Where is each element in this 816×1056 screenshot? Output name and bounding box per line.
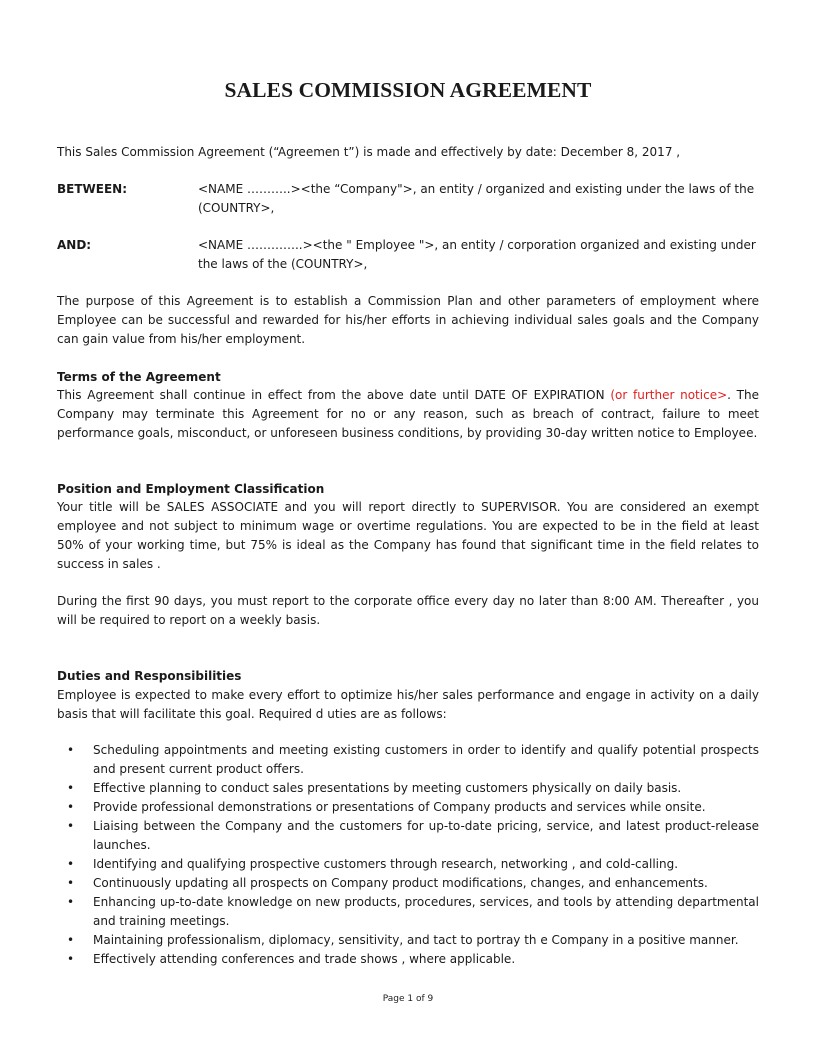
bullet-icon: • bbox=[67, 952, 75, 966]
list-item bbox=[57, 950, 759, 969]
bullet-icon: • bbox=[67, 876, 75, 890]
between-text: <NAME ………..><the “Company">, an entity / organized and existing under the laws of the (COUNTRY>, bbox=[198, 182, 755, 215]
duties-heading: Duties and Responsibilities bbox=[57, 669, 242, 683]
bullet-icon: • bbox=[67, 800, 75, 814]
duties-list bbox=[57, 741, 759, 969]
list-item-text: Effective planning to conduct sales presentations by meeting customers physically on daily basis. bbox=[93, 781, 682, 795]
bullet-icon: • bbox=[67, 933, 75, 947]
list-item bbox=[57, 817, 759, 855]
list-item bbox=[57, 893, 759, 931]
page-number: Page 1 of 9 bbox=[382, 994, 434, 1004]
position-paragraph-1: Your title will be SALES ASSOCIATE and you will report directly to SUPERVISOR. You are considered an exempt employee and not subject to minimum wage or overtime regulations. You are expected to be in the field at least 50% of your working time, but 75% is ideal as the Company has found that significant time in the field relates to success in sales . bbox=[57, 500, 759, 571]
list-item-text: Liaising between the Company and the customers for up-to-date pricing, service, and latest product-release launches. bbox=[93, 819, 759, 852]
terms-text-start: This Agreement shall continue in effect from the above date until DATE OF EXPIRATION bbox=[57, 388, 611, 402]
duties-intro: Employee is expected to make every effort to optimize his/her sales performance and engage in activity on a daily basis that will facilitate this goal. Required d uties are as follows: bbox=[57, 688, 759, 721]
bullet-icon: • bbox=[67, 857, 75, 871]
and-text: <NAME …………..><the " Employee ">, an entity / corporation organized and existing under the laws of the (COUNTRY>, bbox=[198, 238, 756, 271]
position-heading: Position and Employment Classification bbox=[57, 482, 325, 496]
list-item-text: Maintaining professionalism, diplomacy, sensitivity, and tact to portray th e Company in a positive manner. bbox=[93, 933, 739, 947]
and-label: AND: bbox=[57, 238, 92, 252]
list-item-text: Enhancing up-to-date knowledge on new products, procedures, services, and tools by attending departmental and training meetings. bbox=[93, 895, 759, 928]
bullet-icon: • bbox=[67, 781, 75, 795]
list-item-text: Continuously updating all prospects on Company product modifications, changes, and enhancements. bbox=[93, 876, 708, 890]
list-item bbox=[57, 931, 759, 950]
list-item-text: Scheduling appointments and meeting existing customers in order to identify and qualify potential prospects and present current product offers. bbox=[93, 743, 759, 776]
terms-text-end: . The Company may terminate this Agreement for no or any reason, such as breach of contract, failure to meet performance goals, misconduct, or unforeseen business conditions, by providing 30-day written notice to Employee. bbox=[57, 388, 760, 440]
list-item-text: Provide professional demonstrations or presentations of Company products and services while onsite. bbox=[93, 800, 706, 814]
purpose-paragraph: The purpose of this Agreement is to establish a Commission Plan and other parameters of employment where Employee can be successful and rewarded for his/her efforts in achieving individual sales goals and the Company can gain value from his/her employment. bbox=[57, 294, 759, 346]
list-item-text: Identifying and qualifying prospective customers through research, networking , and cold-calling. bbox=[93, 857, 679, 871]
intro-paragraph: This Sales Commission Agreement (“Agreemen t”) is made and effectively by date: December 8, 2017 , bbox=[57, 145, 681, 159]
list-item bbox=[57, 779, 759, 798]
terms-text-highlight: (or further notice> bbox=[610, 388, 728, 402]
list-item bbox=[57, 855, 759, 874]
list-item bbox=[57, 741, 759, 779]
terms-paragraph bbox=[57, 386, 759, 443]
list-item bbox=[57, 798, 759, 817]
bullet-icon: • bbox=[67, 743, 75, 757]
position-paragraph-2: During the first 90 days, you must report to the corporate office every day no later than 8:00 AM. Thereafter , you will be required to report on a weekly basis. bbox=[57, 594, 759, 627]
list-item-text: Effectively attending conferences and trade shows , where applicable. bbox=[93, 952, 516, 966]
list-item bbox=[57, 874, 759, 893]
bullet-icon: • bbox=[67, 819, 75, 833]
document-title: SALES COMMISSION AGREEMENT bbox=[224, 78, 592, 102]
bullet-icon: • bbox=[67, 895, 75, 909]
terms-heading: Terms of the Agreement bbox=[57, 370, 221, 384]
between-label: BETWEEN: bbox=[57, 182, 128, 196]
